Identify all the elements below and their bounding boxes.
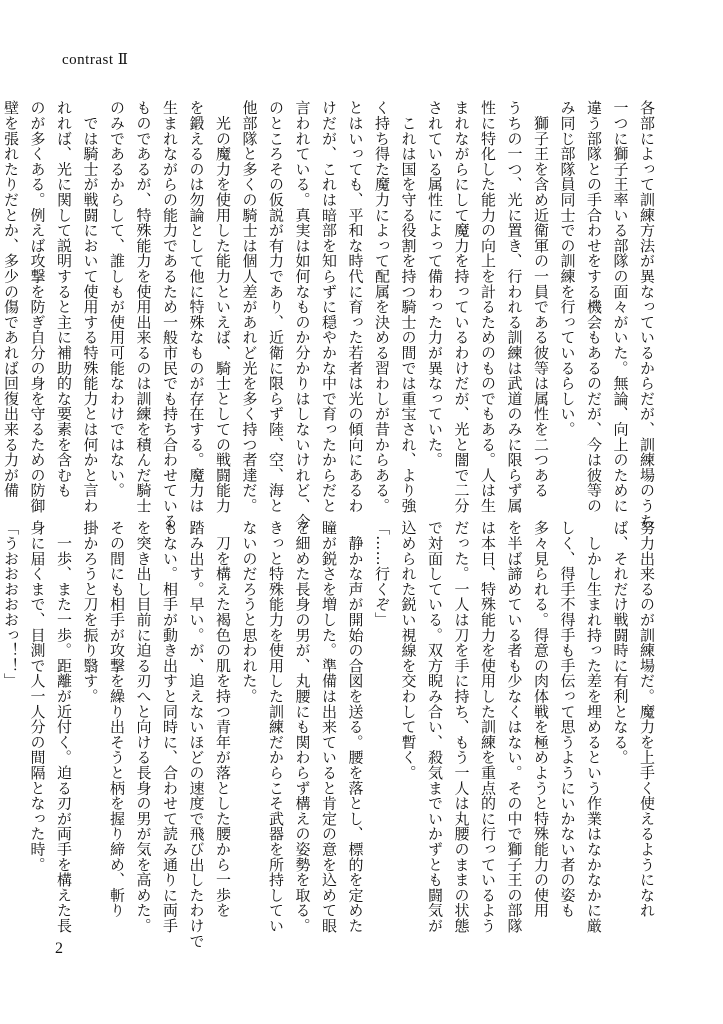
running-header: contrast Ⅱ	[62, 52, 129, 68]
page-number: 2	[55, 940, 63, 957]
text-column-top: 各部によって訓練方法が異なっているからだが、訓練場のうち 一つに獅子王率いる部隊の面々がいた。無論、向上のために 違う部隊との手合わせをする機会もあるのだが、今は彼等の み同じ部隊員同士での訓練を行っているらしい。 獅子王を含め近衛軍の一員である彼等は属性を二つある うちの一つ、光に置き、行われる訓練は武道のみに限らず属 性に特化した能力の向上を計るためのものでもある。人は生 まれながらにして魔力を持っているわけだが、光と闇で二分 されている属性によって備わった力が異なっていた。 これは国を守る役割を持つ騎士の間では重宝され、より強 く持ち得た魔力によって配属を決める習わしが昔からある。 とはいっても、平和な時代に育った若者は光の傾向にあるわ けだが、これは暗部を知らずに穏やかな中で育ったからだと 言われている。真実は如何なものか分かりはしないけれど、今 のところその仮説が有力であり、近衛に限らず陸、空、海と 他部隊と多くの騎士は個人差があれど光を多く持つ者達だ。 光の魔力を使用した能力といえば、騎士としての戦闘能力 を鍛えるのは勿論として他に特殊なものが存在する。魔力は 生まれながらの能力であるため一般市民でも持ち合わせている ものであるが、特殊能力を使用出来るのは訓練を積んだ騎士 のみであるからして、誰しもが使用可能なわけではない。 では騎士が戦闘において使用する特殊能力とは何かと言わ れれば、光に関して説明すると主に補助的な要素を含むも のが多くある。例えば攻撃を防ぎ自分の身を守るための防御 壁を張れたりだとか、多少の傷であれば回復出来る力が備	[2, 100, 656, 529]
text-column-bottom: 努力出来るのが訓練場だ。魔力を上手く使えるようになれ ば、それだけ戦闘時に有利となる。 しかし生まれ持った差を埋めるという作業はなかなかに厳 しく、得手不得手も手伝って思うようにいかない者の姿も 多々見られる。得意の肉体戦を極めようと特殊能力の使用 を半ば諦めている者も少なくはない。その中で獅子王の部隊 は本日、特殊能力を使用した訓練を重点的に行っているよう だった。一人は刀を手に持ち、もう一人は丸腰のままの状態 で対面している。双方睨み合い、殺気までいかずとも闘気が 込められた鋭い視線を交わして暫く。 「……行くぞ」 静かな声が開始の合図を送る。腰を落とし、標的を定めた 瞳が鋭さを増した。準備は出来ていると肯定の意を込めて眼 を細めた長身の男が、丸腰にも関わらず構えの姿勢を取る。 きっと特殊能力を使用した訓練だからこそ武器を所持してい ないのだろうと思われた。 刀を構えた褐色の肌を持つ青年が落とした腰から一歩を 踏み出す。早い。が、追えないほどの速度で飛び出したわけで もない。相手が動き出すと同時に、合わせて読み通りに両手 を突き出し目前に迫る刃へと向ける長身の男が気を高めた。 その間にも相手が攻撃を繰り出そうと柄を握り締め、斬り 掛かろうと刀を振り翳す。 一歩、また一歩。距離が近付く。迫る刃が両手を構えた長 身に届くまで、目測で人一人分の間隔となった時。 「うおおおおおっ！！」	[2, 520, 656, 949]
